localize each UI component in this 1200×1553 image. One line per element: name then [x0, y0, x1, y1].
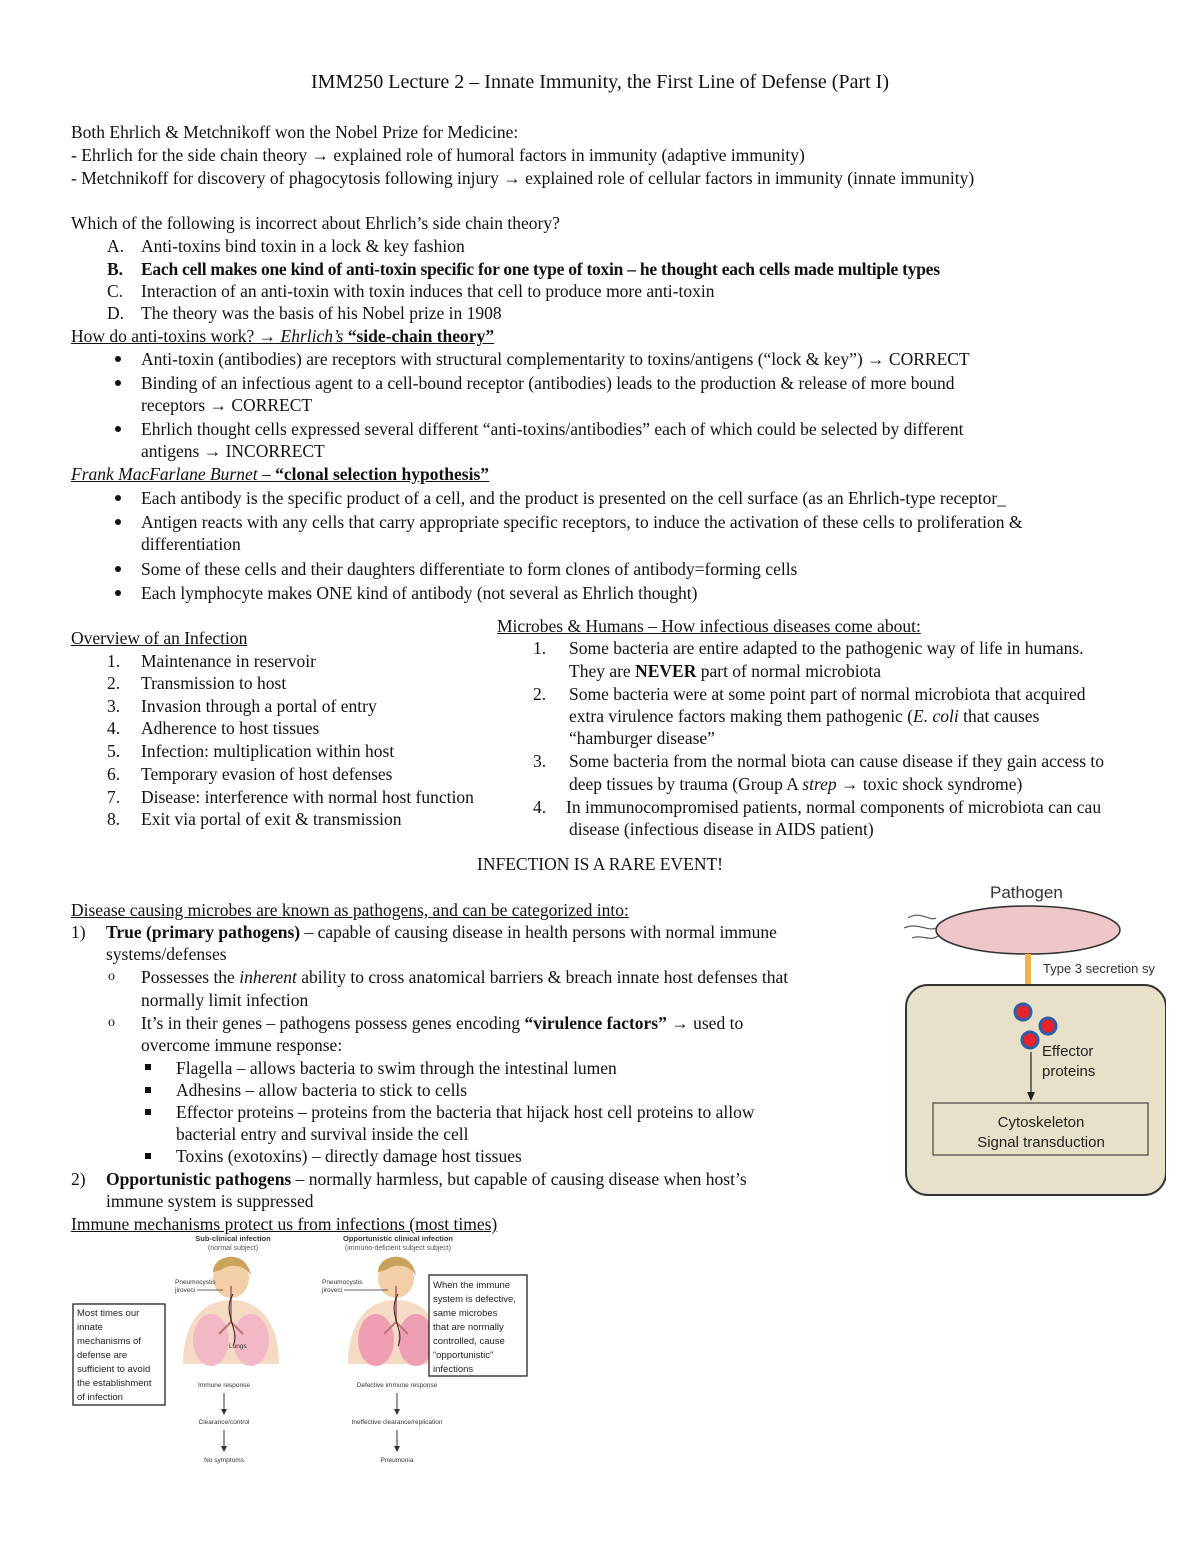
text-part: – normally harmless, but capable of causing disease when host’s — [291, 1169, 747, 1189]
effector-protein-icon — [1015, 1004, 1031, 1020]
page-title: IMM250 Lecture 2 – Innate Immunity, the First Line of Defense (Part I) — [311, 71, 889, 93]
list-number: 2. — [533, 684, 547, 704]
list-item: Adhesins – allow bacteria to stick to cells — [176, 1080, 468, 1100]
pneumo-label: jiroveci — [322, 1287, 343, 1294]
text-part: inherent — [239, 967, 297, 987]
text-part: – capable of causing disease in health persons with normal immune — [300, 922, 777, 942]
list-item-cont: systems/defenses — [106, 944, 227, 964]
list-item-cont — [569, 773, 1022, 796]
list-item — [106, 1168, 747, 1191]
box-label: Signal transduction — [977, 1134, 1105, 1151]
list-item: In immunocompromised patients, normal components of microbiota can cau — [566, 797, 1102, 817]
option-letter: A. — [107, 236, 125, 256]
option-text: The theory was the basis of his Nobel prize in 1908 — [141, 303, 502, 323]
heading-part: “side-chain theory” — [343, 326, 495, 346]
heading-part: Ehrlich’s — [280, 326, 344, 346]
heading-part: “clonal selection hypothesis” — [275, 464, 490, 484]
arrow-down-icon — [394, 1446, 400, 1452]
list-item-cont: disease (infectious disease in AIDS patient) — [569, 819, 874, 839]
square-bullet-icon — [145, 1153, 151, 1159]
pathogen-cell — [936, 906, 1120, 954]
list-number: 1. — [533, 638, 547, 658]
list-item-cont: immune system is suppressed — [106, 1191, 314, 1211]
text-part: → toxic shock syndrome) — [836, 774, 1023, 794]
list-item: Maintenance in reservoir — [141, 651, 316, 671]
text-part: extra virulence factors making them pathogenic ( — [569, 706, 914, 726]
right-callout-line: system is defective, — [433, 1294, 516, 1305]
lungs-label: Lungs — [229, 1343, 247, 1350]
rare-event-banner: INFECTION IS A RARE EVENT! — [477, 854, 723, 874]
text-part: → used to — [666, 1013, 744, 1033]
list-number: 4. — [107, 718, 121, 738]
square-bullet-icon — [145, 1064, 151, 1070]
intro-line: Both Ehrlich & Metchnikoff won the Nobel Prize for Medicine: — [71, 122, 519, 142]
text-part: NEVER — [635, 661, 697, 681]
right-callout-line: When the immune — [433, 1280, 511, 1291]
list-item: Each antibody is the specific product of a cell, and the product is presented on the cell surface (as an Ehrlich-type receptor_ — [141, 488, 1006, 508]
list-item-cont: antigens → INCORRECT — [141, 441, 325, 461]
circle-bullet-icon: o — [108, 969, 115, 984]
effector-protein-icon — [1040, 1018, 1056, 1034]
list-number: 5. — [107, 741, 121, 761]
t3ss-figure — [900, 872, 1166, 1202]
heading-part: How do anti-toxins work? → — [71, 326, 281, 346]
lung-icon — [193, 1314, 229, 1366]
left-callout-line: of infection — [77, 1392, 123, 1403]
left-callout-line: the establishment — [77, 1378, 152, 1389]
text-part: deep tissues by trauma (Group A — [569, 774, 803, 794]
effector-label: proteins — [1042, 1063, 1096, 1080]
list-item: Flagella – allows bacteria to swim through the intestinal lumen — [176, 1058, 617, 1078]
right-step: Defective immune response — [356, 1382, 438, 1389]
option-letter: D. — [107, 303, 125, 323]
arrow-down-icon — [394, 1409, 400, 1415]
circle-bullet-icon: o — [108, 1015, 115, 1030]
box-label: Cytoskeleton — [997, 1114, 1085, 1131]
list-number: 8. — [107, 809, 121, 829]
secretion-needle — [1025, 954, 1031, 986]
list-number: 2. — [107, 673, 121, 693]
left-step: No symptoms — [204, 1457, 244, 1464]
option-text: Interaction of an anti-toxin with toxin induces that cell to produce more anti-toxin — [141, 281, 715, 301]
text-part: ability to cross anatomical barriers & breach innate host defenses that — [296, 967, 789, 987]
right-callout-line: same microbes — [433, 1308, 498, 1319]
list-item: Some of these cells and their daughters differentiate to form clones of antibody=forming cells — [141, 559, 798, 579]
left-subtitle: (normal subject) — [207, 1245, 259, 1252]
list-item-cont: overcome immune response: — [141, 1035, 343, 1055]
right-callout-line: “opportunistic” — [433, 1350, 494, 1361]
arrow-down-icon — [221, 1446, 227, 1452]
pneumo-label: Pneumocystis — [175, 1279, 216, 1286]
text-part: part of normal microbiota — [696, 661, 882, 681]
list-number: 1. — [107, 651, 121, 671]
list-number: 4. — [533, 797, 547, 817]
effector-protein-icon — [1022, 1032, 1038, 1048]
right-callout-line: infections — [433, 1364, 474, 1375]
heading-part: Frank MacFarlane Burnet — [71, 464, 258, 484]
left-title: Sub-clinical infection — [195, 1234, 271, 1243]
square-bullet-icon — [145, 1109, 151, 1115]
list-number: 3. — [533, 751, 547, 771]
pathogen-label: Pathogen — [990, 883, 1063, 902]
list-item: Exit via portal of exit & transmission — [141, 809, 402, 829]
intro-line: - Ehrlich for the side chain theory → explained role of humoral factors in immunity (adaptive immunity) — [71, 145, 805, 165]
immune-heading: Immune mechanisms protect us from infections (most times) — [71, 1214, 498, 1234]
list-item — [106, 921, 777, 944]
host-cell — [906, 985, 1166, 1195]
right-callout-line: controlled, cause — [433, 1336, 505, 1347]
heading-part: – — [257, 464, 276, 484]
list-item: Adherence to host tissues — [141, 718, 320, 738]
left-callout-line: sufficient to avoid — [77, 1364, 151, 1375]
text-part: They are — [569, 661, 636, 681]
pneumo-label: Pneumocystis — [322, 1279, 363, 1286]
text-part: strep — [802, 774, 837, 794]
list-item-cont — [569, 660, 881, 683]
list-item — [141, 1012, 743, 1035]
left-callout-line: innate — [77, 1322, 103, 1333]
list-item — [141, 966, 788, 989]
overview-heading: Overview of an Infection — [71, 628, 248, 648]
left-callout-line: defense are — [77, 1350, 128, 1361]
text-part: Possesses the — [141, 967, 240, 987]
infection-figure — [71, 1234, 530, 1465]
list-item: Anti-toxin (antibodies) are receptors with structural complementarity to toxins/antigens (“lock & key”) → CORRECT — [141, 349, 970, 369]
list-item: Ehrlich thought cells expressed several different “anti-toxins/antibodies” each of which could be selected by different — [141, 419, 964, 439]
left-callout-line: Most times our — [77, 1308, 140, 1319]
right-step: Pneumonia — [380, 1457, 414, 1464]
list-item-cont — [569, 705, 1039, 728]
microbes-heading: Microbes & Humans – How infectious diseases come about: — [497, 616, 921, 636]
list-item: Transmission to host — [141, 673, 287, 693]
lung-icon — [358, 1314, 394, 1366]
list-item-cont: “hamburger disease” — [569, 728, 715, 748]
effector-label: Effector — [1042, 1043, 1094, 1060]
list-item-cont: bacterial entry and survival inside the cell — [176, 1124, 469, 1144]
list-item: Invasion through a portal of entry — [141, 696, 377, 716]
option-text-correct-answer: Each cell makes one kind of anti-toxin specific for one type of toxin – he thought each cells made multiple types — [141, 259, 940, 279]
t3ss-diagram — [900, 872, 1166, 1202]
secretion-label: Type 3 secretion sy — [1043, 961, 1155, 976]
list-number: 2) — [71, 1169, 86, 1189]
list-item: Some bacteria were at some point part of normal microbiota that acquired — [569, 684, 1086, 704]
right-subtitle: (immuno-deficient subject subject) — [344, 1245, 452, 1252]
list-item: Effector proteins – proteins from the bacteria that hijack host cell proteins to allow — [176, 1102, 755, 1122]
square-bullet-icon — [145, 1087, 151, 1093]
list-item: Toxins (exotoxins) – directly damage host tissues — [176, 1146, 522, 1166]
text-part: that causes — [958, 706, 1040, 726]
infection-diagram — [71, 1234, 530, 1465]
list-item: Antigen reacts with any cells that carry appropriate specific receptors, to induce the activation of these cells to proliferation & — [141, 512, 1023, 532]
list-item-cont: receptors → CORRECT — [141, 395, 313, 415]
pathogens-heading: Disease causing microbes are known as pathogens, and can be categorized into: — [71, 900, 629, 920]
list-item: Some bacteria from the normal biota can cause disease if they gain access to — [569, 751, 1104, 771]
list-item: Binding of an infectious agent to a cell-bound receptor (antibodies) leads to the production & release of more bound — [141, 373, 955, 393]
list-number: 6. — [107, 764, 121, 784]
option-letter: B. — [107, 259, 124, 279]
text-part: E. coli — [913, 706, 959, 726]
list-item: Each lymphocyte makes ONE kind of antibody (not several as Ehrlich thought) — [141, 583, 698, 603]
text-part: Opportunistic pathogens — [106, 1169, 292, 1189]
arrow-down-icon — [221, 1409, 227, 1415]
option-text: Anti-toxins bind toxin in a lock & key fashion — [141, 236, 465, 256]
list-item: Disease: interference with normal host function — [141, 787, 474, 807]
left-step: Immune response — [197, 1382, 251, 1389]
list-number: 3. — [107, 696, 121, 716]
left-callout-line: mechanisms of — [77, 1336, 141, 1347]
list-item: Infection: multiplication within host — [141, 741, 395, 761]
right-callout-line: that are normally — [433, 1322, 504, 1333]
right-title: Opportunistic clinical infection — [342, 1234, 454, 1243]
list-item: Temporary evasion of host defenses — [141, 764, 393, 784]
list-number: 7. — [107, 787, 121, 807]
list-item-cont: normally limit infection — [141, 990, 309, 1010]
intro-line: - Metchnikoff for discovery of phagocytosis following injury → explained role of cellular factors in immunity (innate immunity) — [71, 168, 975, 188]
lung-icon — [233, 1314, 269, 1366]
question-prompt: Which of the following is incorrect about Ehrlich’s side chain theory? — [71, 213, 560, 233]
flagella-icon — [904, 915, 938, 938]
right-step: Ineffective clearance/replication — [351, 1419, 443, 1426]
text-part: True (primary pathogens) — [106, 922, 301, 942]
text-part: It’s in their genes – pathogens possess genes encoding — [141, 1013, 525, 1033]
list-item: Some bacteria are entire adapted to the pathogenic way of life in humans. — [569, 638, 1084, 658]
left-step: Clearance/control — [198, 1419, 250, 1426]
text-part: “virulence factors” — [524, 1013, 667, 1033]
list-number: 1) — [71, 922, 86, 942]
pneumo-label: jiroveci — [175, 1287, 196, 1294]
list-item-cont: differentiation — [141, 534, 241, 554]
option-letter: C. — [107, 281, 124, 301]
